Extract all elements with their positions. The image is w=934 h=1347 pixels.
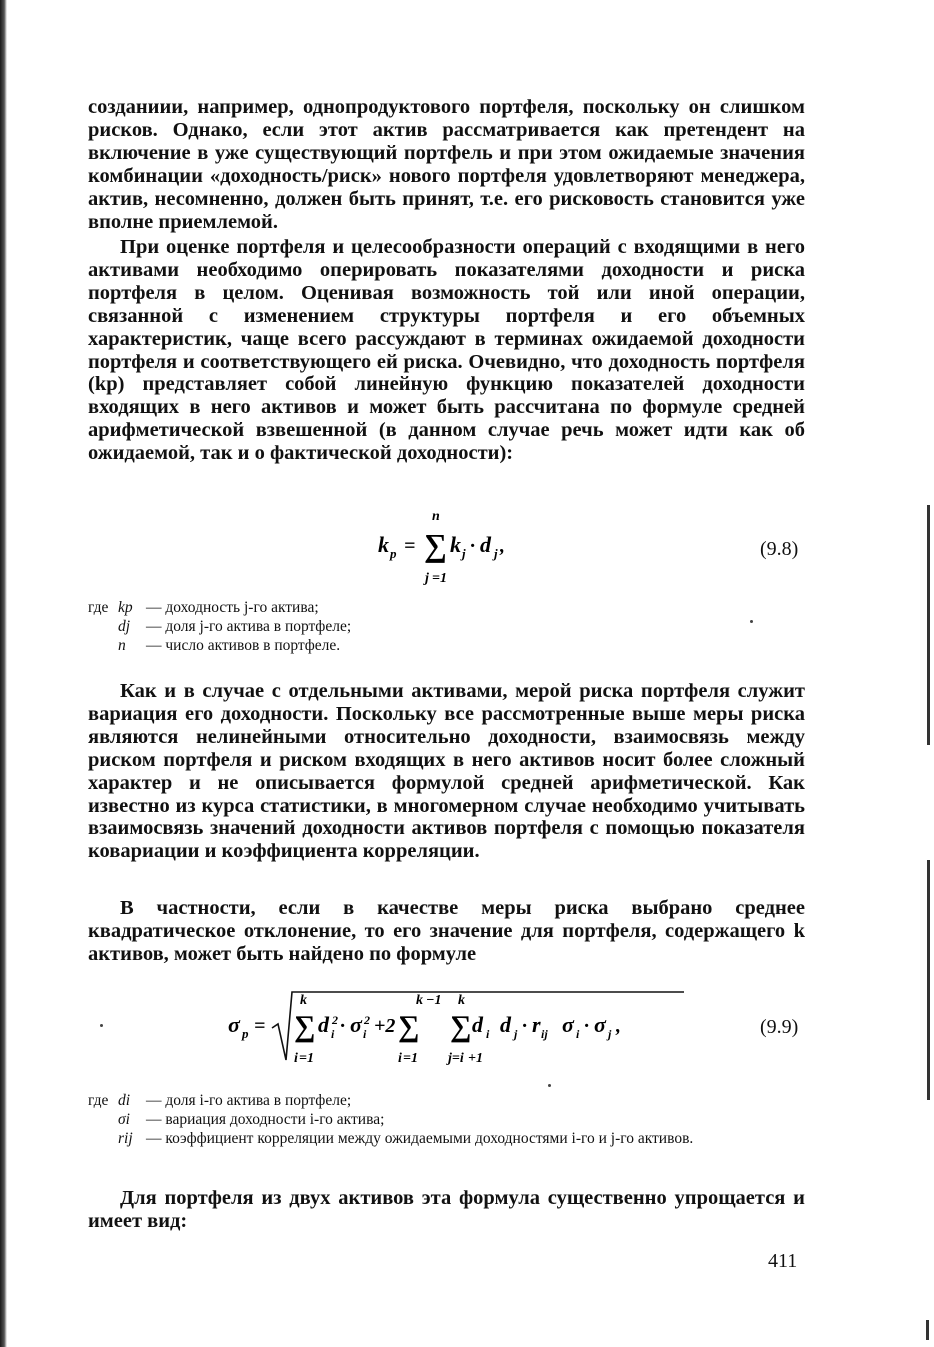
legend-row: где di — доля i-го актива в портфеле; [88,1092,352,1109]
formula-portfolio-risk [228,984,688,1066]
svg-text:=: = [404,535,416,557]
svg-text:n: n [432,509,440,524]
svg-text:∑: ∑ [398,1010,420,1043]
svg-text:∑: ∑ [450,1010,472,1043]
svg-text:−1: −1 [426,993,442,1008]
svg-text:i: i [576,1027,580,1041]
scan-right-edge-mark [927,505,930,745]
scan-left-edge [0,0,7,1347]
svg-text:d: d [480,532,491,557]
legend-formula-9-8 [88,598,836,655]
svg-text:=1: =1 [299,1051,314,1066]
svg-text:=: = [254,1015,266,1037]
svg-text:p: p [390,546,397,561]
svg-text:=1: =1 [403,1051,418,1066]
page-number: 411 [768,1250,798,1272]
svg-text:j: j [425,571,429,586]
svg-text:·: · [340,1015,345,1037]
svg-text:∑: ∑ [424,527,447,563]
scan-right-edge-mark [926,1320,929,1340]
svg-text:j: j [608,1027,612,1041]
svg-text:σ: σ [562,1012,574,1037]
legend-row: dj — доля j-го актива в портфеле; [118,618,352,635]
svg-text:j: j [494,546,498,561]
svg-text:=1: =1 [432,571,447,586]
svg-text:k: k [416,993,423,1008]
paragraph-4: В частности, если в качестве меры риска выбрано среднее квадратическое отклонение, то его значение для портфеля, содержащего k активов, может быть найдено по формуле [88,897,805,965]
svg-text:j: j [514,1027,518,1041]
scan-speck [548,1084,551,1087]
legend-row: rij — коэффициент корреляции между ожидаемыми доходностями i-го и j-го активов. [118,1130,694,1147]
svg-text:∑: ∑ [294,1010,316,1043]
scan-speck [100,1024,103,1027]
svg-text:·: · [584,1015,589,1037]
svg-text:·: · [522,1015,527,1037]
legend-row: σi — вариация доходности i-го актива; [118,1111,385,1128]
svg-text:σ: σ [350,1012,362,1037]
paragraph-2: При оценке портфеля и целесообразности операций с входящими в него активами необходимо оперировать показателями доходности и риска портфеля в целом. Оценивая возможность той или иной операции, связанной с изменением структуры портфеля и его объемных характеристик, чаще всего рассуждают в терминах ожидаемой доходности портфеля и соответствующего ей риска. Очевидно, что доходность портфеля (kp) представляет собой линейную функцию показателей доходности входящих в него активов и может быть рассчитана по формуле средней арифметической взвешенной (в данном случае речь может идти как об ожидаемой, так и о фактической доходности): [88,236,805,465]
svg-text:k: k [378,532,389,557]
svg-text:k: k [450,532,461,557]
svg-text:i: i [331,1027,335,1041]
equation-number-9-9: (9.9) [760,1016,799,1038]
paragraph-5: Для портфеля из двух активов эта формула существенно упрощается и имеет вид: [88,1187,805,1232]
svg-text:d: d [472,1012,483,1037]
svg-text:i: i [294,1051,298,1066]
svg-text:+2: +2 [374,1015,396,1037]
svg-text:2: 2 [332,1013,338,1027]
scan-speck [750,620,753,623]
paragraph-3: Как и в случае с отдельными активами, мерой риска портфеля служит вариация его доходности. Поскольку все рассмотренные выше меры риска являются нелинейными относительно доходности, взаимосвязь между риском портфеля и риском входящих в него активов носит более сложный характер и не описывается формулой средней арифметической. Как известно из курса статистики, в многомерном случае необходимо учитывать взаимосвязь значений доходности активов портфеля с помощью показателя ковариации и коэффициента корреляции. [88,680,805,863]
svg-text:ij: ij [541,1027,548,1041]
svg-text:r: r [532,1012,541,1037]
svg-text:,: , [500,535,505,557]
svg-text:k: k [300,993,307,1008]
scan-right-edge-mark [927,860,930,1100]
svg-text:p: p [242,1026,249,1041]
svg-text:σ: σ [228,1012,240,1037]
svg-text:σ: σ [594,1012,606,1037]
svg-text:d: d [500,1012,511,1037]
svg-text:j=i: j=i [448,1051,464,1066]
svg-text:·: · [470,535,475,557]
svg-text:i: i [363,1027,367,1041]
legend-row: где kp — доходность j-го актива; [88,599,319,616]
svg-text:d: d [318,1012,329,1037]
svg-text:i: i [398,1051,402,1066]
svg-text:,: , [616,1015,621,1037]
svg-text:j: j [462,546,466,561]
legend-row: n — число активов в портфеле. [118,637,341,654]
paragraph-1: созданиии, например, однопродуктового портфеля, поскольку он слишком рисков. Однако, если этот актив рассматривается как претендент на включение в уже существующий портфель и при этом ожидаемые значения комбинации «доходность/риск» нового портфеля удовлетворяют менеджера, актив, несомненно, должен быть принят, т.е. его рисковость становится уже вполне приемлемой. [88,96,805,233]
svg-text:2: 2 [364,1013,370,1027]
svg-text:+1: +1 [468,1051,483,1066]
equation-number-9-8: (9.8) [760,538,799,560]
legend-formula-9-9 [88,1091,836,1148]
formula-portfolio-return [370,506,610,588]
svg-text:i: i [486,1027,490,1041]
svg-text:k: k [458,993,465,1008]
